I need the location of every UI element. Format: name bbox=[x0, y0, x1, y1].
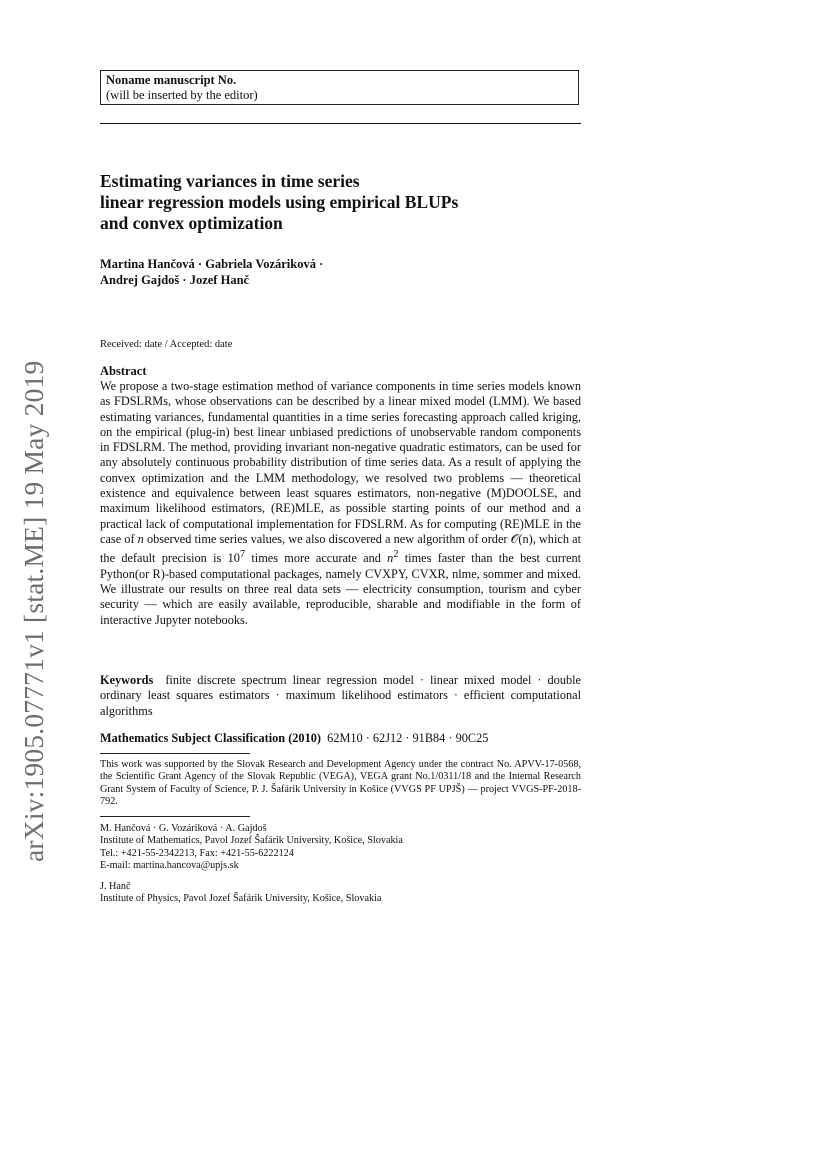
keywords-section bbox=[100, 673, 581, 719]
funding-footnote: This work was supported by the Slovak Research and Development Agency under the contract No. APVV-17-0568, the Scientific Grant Agency of the Slovak Republic (VEGA), VEGA grant No.1/0311/18 and the Internal Research Grant System of Faculty of Science, P. J. Šafárik University in Košice (VVGS PF UPJŠ) — project VVGS-PF-2018-792. bbox=[100, 759, 581, 808]
affiliation-1-institute: Institute of Mathematics, Pavol Jozef Šafárik University, Košice, Slovakia bbox=[100, 835, 403, 847]
exponent-7: 7 bbox=[239, 549, 246, 561]
keywords-label: Keywords bbox=[100, 673, 154, 687]
title-line-1: Estimating variances in time series bbox=[100, 171, 360, 191]
abstract-text-2: observed time series values, we also discovered a new algorithm of order bbox=[143, 531, 511, 546]
title-line-3: and convex optimization bbox=[100, 213, 283, 233]
authors-line-1: Martina Hančová · Gabriela Vozáriková · bbox=[100, 257, 324, 271]
affiliation-2-names: J. Hanč bbox=[100, 881, 131, 892]
received-accepted-dates: Received: date / Accepted: date bbox=[100, 339, 233, 350]
msc-classification bbox=[100, 731, 581, 746]
paper-title bbox=[100, 171, 581, 234]
abstract-text-4: times more accurate and bbox=[245, 551, 388, 566]
abstract-text-3: , which at the default precision is 10 bbox=[100, 531, 581, 566]
keywords-text: finite discrete spectrum linear regression model · linear mixed model · double ordinary least squares estimators · maximum likelihood estimators · efficient computational algorithms bbox=[100, 673, 581, 718]
manuscript-label: Noname manuscript No. bbox=[106, 73, 237, 87]
affiliation-rule bbox=[100, 816, 250, 817]
affiliation-block-2 bbox=[100, 881, 581, 906]
affiliation-block-1 bbox=[100, 823, 581, 873]
header-rule bbox=[100, 123, 581, 124]
complexity-order: 𝒪(n) bbox=[510, 531, 533, 546]
manuscript-number-box bbox=[100, 70, 579, 105]
arxiv-identifier-stamp: arXiv:1905.07771v1 [stat.ME] 19 May 2019 bbox=[18, 360, 49, 862]
var-n-2: n bbox=[387, 551, 394, 566]
authors-line-2: Andrej Gajdoš · Jozef Hanč bbox=[100, 273, 250, 287]
exponent-2: 2 bbox=[393, 549, 399, 561]
abstract-heading: Abstract bbox=[100, 364, 147, 378]
affiliation-1-email: E-mail: martina.hancova@upjs.sk bbox=[100, 860, 239, 872]
title-line-2: linear regression models using empirical BLUPs bbox=[100, 192, 459, 212]
affiliation-1-phone: Tel.: +421-55-2342213, Fax: +421-55-6222124 bbox=[100, 847, 294, 859]
footnote-rule bbox=[100, 753, 250, 754]
author-list bbox=[100, 256, 581, 288]
manuscript-note: (will be inserted by the editor) bbox=[106, 88, 258, 102]
affiliation-2-institute: Institute of Physics, Pavol Jozef Šafárik University, Košice, Slovakia bbox=[100, 893, 382, 905]
affiliation-1-names: M. Hančová · G. Vozáriková · A. Gajdoš bbox=[100, 823, 267, 834]
abstract-text-5: times faster than the best current Python(or R)-based computational packages, namely CVXPY, CVXR, nlme, sommer and mixed. We illustrate our results on three real data sets — electricity consumption, tourism and cyber security — which are easily available, reproducible, sharable and modifiable in the form of interactive Jupyter notebooks. bbox=[100, 551, 582, 627]
var-n: n bbox=[137, 531, 144, 546]
abstract-body bbox=[100, 379, 581, 628]
msc-codes: 62M10 · 62J12 · 91B84 · 90C25 bbox=[327, 731, 489, 745]
abstract-text-1: We propose a two-stage estimation method of variance components in time series models known as FDSLRMs, whose observations can be described by a linear mixed model (LMM). We based estimating variances, fundamental quantities in a time series forecasting approach called kriging, on the empirical (plug-in) best linear unbiased predictions of unobservable random components in FDSLRM. The method, providing invariant non-negative quadratic estimators, can be used for any absolutely continuous probability distribution of time series data. As a result of applying the convex optimization and the LMM methodology, we resolved two problems — theoretical existence and equivalence between least squares estimators, non-negative (M)DOOLSE, and maximum likelihood estimators, (RE)MLE, as possible starting points of our method and a practical lack of computational implementation for FDSLRM. As for computing (RE)MLE in the case of bbox=[100, 379, 581, 546]
msc-label: Mathematics Subject Classification (2010) bbox=[100, 731, 321, 745]
